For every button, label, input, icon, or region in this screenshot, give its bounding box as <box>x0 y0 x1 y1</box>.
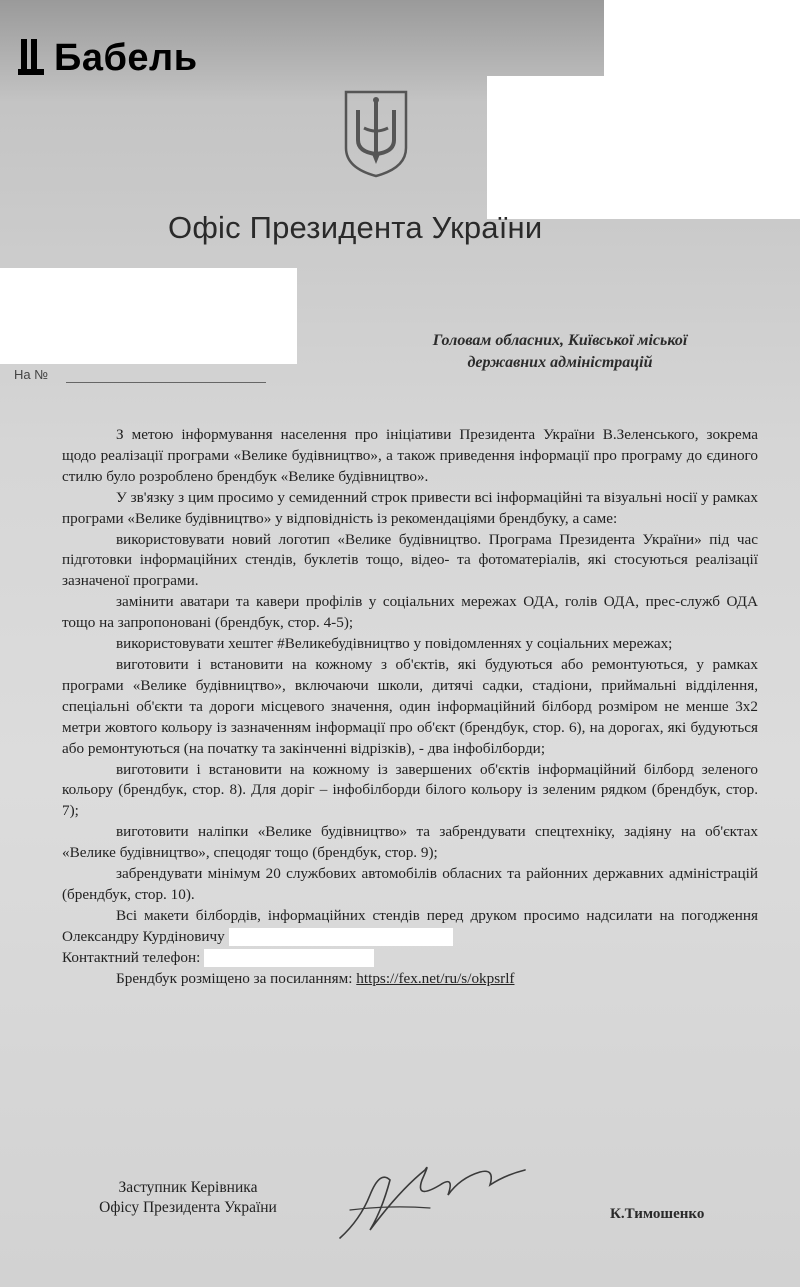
signer-title-line-1: Заступник Керівника <box>118 1179 258 1196</box>
list-item-logo: використовувати новий логотип «Велике будівництво. Програма Президента України» під час підготовки інформаційних стендів, буклетів тощо, відео- та фотоматеріалів, які стосуються реалізації зазначеної програми. <box>62 530 758 590</box>
addressee-line-1: Головам обласних, Київської міської <box>432 332 688 349</box>
contact-phone-line <box>62 948 758 969</box>
brand-logo-text: Бабель <box>54 37 198 79</box>
office-title: Офіс Президента України <box>168 210 543 245</box>
list-item-avatars: замінити аватари та кавери профілів у соціальних мережах ОДА, голів ОДА, прес-служб ОДА тощо на запропоновані (брендбук, стор. 4-5); <box>62 593 758 632</box>
signer-title <box>58 1178 318 1218</box>
handwritten-signature <box>330 1150 540 1245</box>
paragraph-intro: З метою інформування населення про ініціативи Президента України В.Зеленського, зокрема щодо реалізації програми «Велике будівництво», а також приведення інформації про програму до єдиного стилю було розроблено брендбук «Велике будівництво». <box>62 426 758 485</box>
signer-name: К.Тимошенко <box>610 1206 705 1222</box>
list-item-yellow-billboard: виготовити і встановити на кожному з об'єктів, які будуються або ремонтуються, у рамках програми «Велике будівництво», включаючи школи, дитячі садки, стадіони, приймальні відділення, спеціальні об'єкти та дороги місцевого значення, один інформаційний білборд розміром не менше 3х2 метри жовтого кольору із зазначенням інформації про об'єкт (брендбук, стор. 6), на дорогах, які будуються або ремонтуються (на початку та закінченні відрізків), - два інфобілборди; <box>62 655 758 757</box>
redaction-contact-name <box>229 928 453 946</box>
approval-text: Всі макети білбордів, інформаційних стендів перед друком просимо надсилати на погодження Олександру Курдіновичу <box>62 906 758 945</box>
paragraph-request: У зв'язку з цим просимо у семиденний строк привести всі інформаційні та візуальні носії у рамках програми «Велике будівництво» у відповідність із рекомендаціями брендбуку, а саме: <box>62 488 758 527</box>
list-item-stickers: виготовити наліпки «Велике будівництво» та забрендувати спецтехніку, задіяну на об'єктах «Велике будівництво», спецодяг тощо (брендбук, стор. 9); <box>62 823 758 862</box>
letter-body <box>62 425 758 989</box>
addressee-line-2: державних адміністрацій <box>467 354 653 371</box>
paragraph-approval <box>62 906 758 948</box>
contact-phone-label: Контактний телефон: <box>62 948 201 966</box>
redaction-phone <box>204 949 374 967</box>
list-item-vehicles: забрендувати мінімум 20 службових автомобілів обласних та районних державних адміністрацій (брендбук, стор. 10). <box>62 865 758 903</box>
brandbook-label: Брендбук розміщено за посиланням: <box>116 969 353 987</box>
brandbook-line <box>62 969 758 990</box>
babel-logo-icon <box>18 39 48 77</box>
brand-logo <box>18 38 198 78</box>
brandbook-link[interactable]: https://fex.net/ru/s/okpsrlf <box>356 969 515 987</box>
reference-number-line <box>66 382 266 383</box>
reference-number-label: На № <box>14 367 49 382</box>
redaction-top-right-strip <box>604 0 800 76</box>
signer-title-line-2: Офісу Президента України <box>99 1199 277 1216</box>
list-item-hashtag: використовувати хештег #Великебудівництво у повідомленнях у соціальних мережах; <box>116 635 673 653</box>
redaction-top-right-block <box>487 76 800 219</box>
coat-of-arms-icon <box>342 88 410 178</box>
redaction-left-block <box>0 268 297 364</box>
addressee-block <box>360 330 760 374</box>
list-item-green-billboard: виготовити і встановити на кожному із завершених об'єктів інформаційний білборд зеленого кольору (брендбук, стор. 8). Для доріг – інфобілборди білого кольору із зеленим рядком (брендбук, стор. 7); <box>62 760 758 820</box>
